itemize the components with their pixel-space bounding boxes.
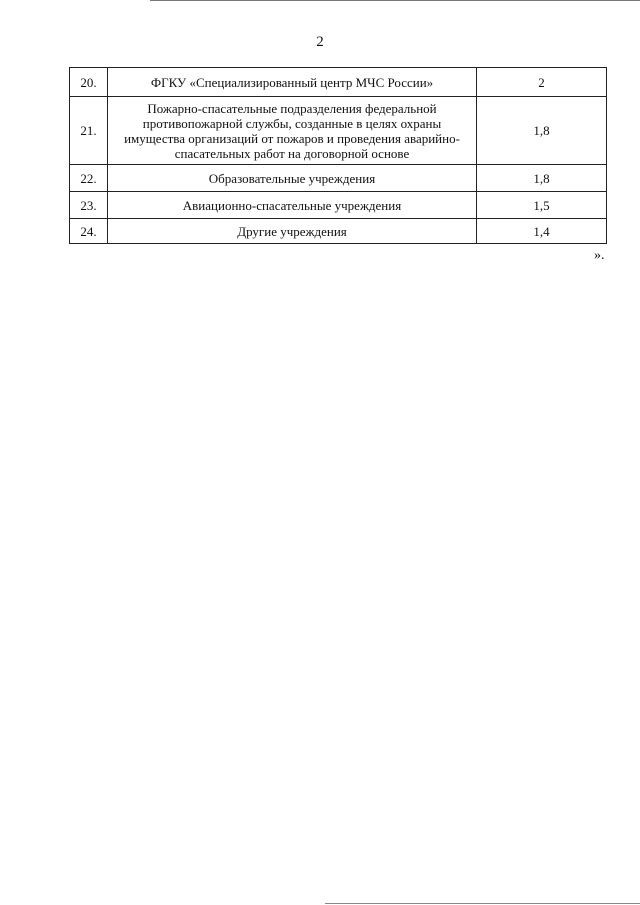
table-row bbox=[70, 192, 607, 219]
row-name: ФГКУ «Специализированный центр МЧС России» bbox=[108, 68, 477, 97]
table-row bbox=[70, 68, 607, 97]
page-number: 2 bbox=[316, 34, 324, 50]
row-value: 2 bbox=[477, 68, 607, 97]
row-name: Образовательные учреждения bbox=[108, 165, 477, 192]
row-number: 20. bbox=[70, 68, 108, 97]
row-name: Авиационно-спасательные учреждения bbox=[108, 192, 477, 219]
table-row bbox=[70, 219, 607, 244]
table-row bbox=[70, 165, 607, 192]
row-number: 23. bbox=[70, 192, 108, 219]
closing-quote-mark: ». bbox=[594, 248, 605, 263]
row-value: 1,4 bbox=[477, 219, 607, 244]
row-number: 24. bbox=[70, 219, 108, 244]
row-number: 21. bbox=[70, 97, 108, 165]
scan-edge-bottom bbox=[325, 903, 640, 904]
row-value: 1,8 bbox=[477, 97, 607, 165]
row-value: 1,5 bbox=[477, 192, 607, 219]
row-name: Пожарно-спасательные подразделения федеральной противопожарной службы, созданные в целях охраны имущества организаций от пожаров и проведения аварийно-спасательных работ на договорной основе bbox=[108, 97, 477, 165]
coefficients-table bbox=[69, 67, 607, 244]
row-number: 22. bbox=[70, 165, 108, 192]
table-row bbox=[70, 97, 607, 165]
row-value: 1,8 bbox=[477, 165, 607, 192]
row-name: Другие учреждения bbox=[108, 219, 477, 244]
scan-edge-top bbox=[150, 0, 640, 1]
